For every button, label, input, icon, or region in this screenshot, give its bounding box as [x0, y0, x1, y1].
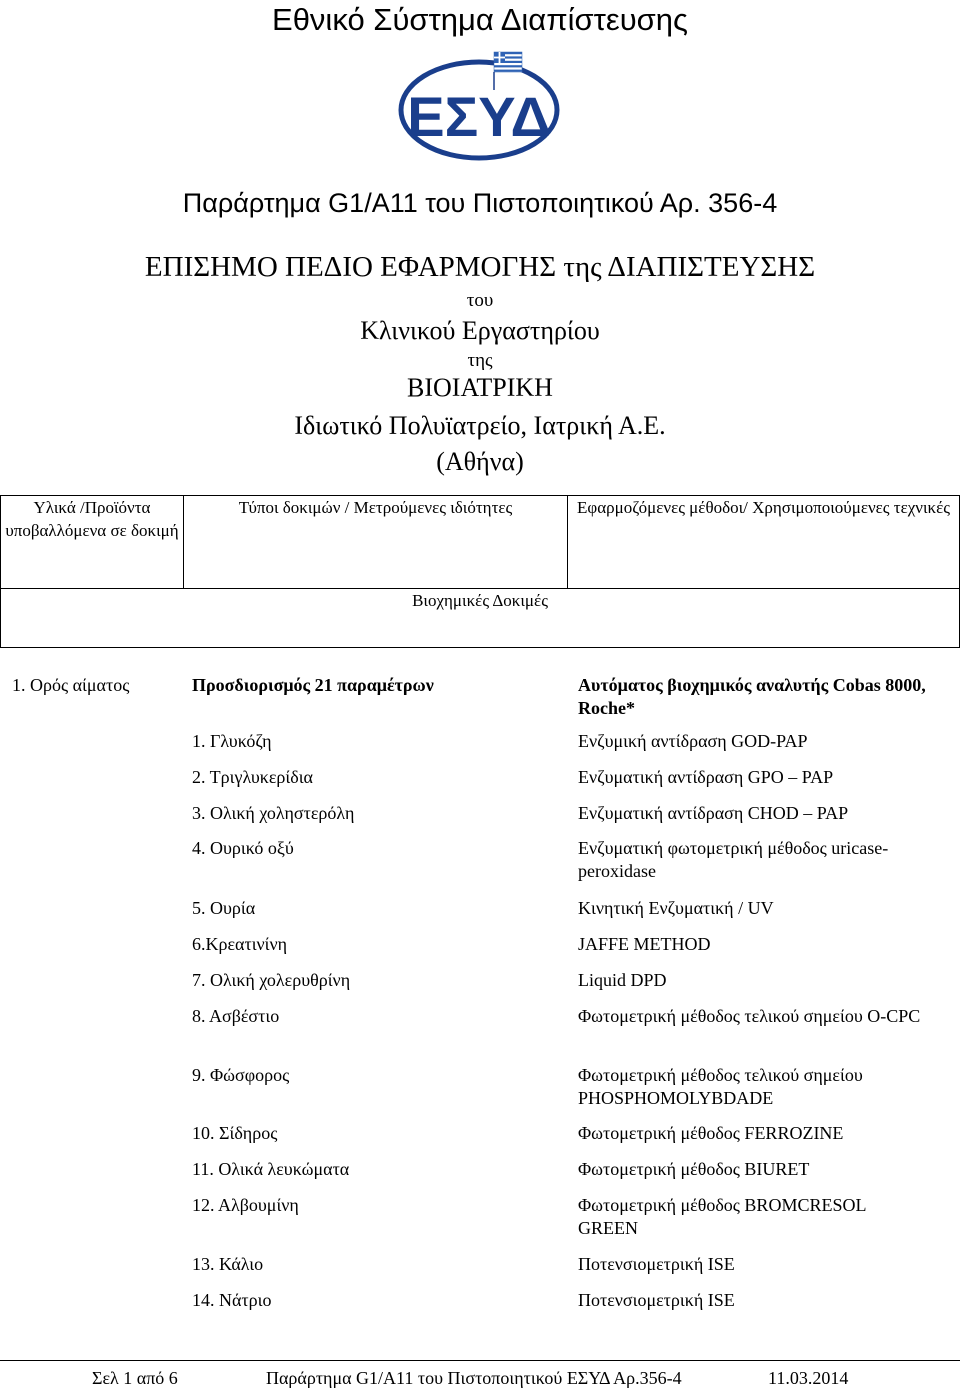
section-title: Βιοχημικές Δοκιμές	[1, 589, 960, 648]
city: (Αθήνα)	[436, 447, 524, 476]
test-cell: 3. Ολική χοληστερόλη	[192, 803, 355, 823]
method-cell: Ενζυμική αντίδραση GOD-PAP	[578, 731, 808, 751]
method-cell: Ποτενσιομετρική ISE	[578, 1290, 735, 1310]
lab-type: Κλινικού Εργαστηρίου	[360, 316, 600, 345]
organization-title: Εθνικό Σύστημα Διαπίστευσης	[272, 2, 688, 37]
method-cell: Φωτομετρική μέθοδος BROMCRESOL GREEN	[578, 1195, 866, 1238]
method-cell: Ενζυματική αντίδραση CHOD – PAP	[578, 803, 849, 823]
column-header-methods: Εφαρμοζόμενες μέθοδοι/ Χρησιμοποιούμενες τεχνικές	[568, 496, 960, 589]
footer-document: Παράρτημα G1/A11 του Πιστοποιητικού ΕΣΥΔ Αρ.356-4	[266, 1368, 682, 1388]
column-header-tests: Τύποι δοκιμών / Μετρούμενες ιδιότητες	[184, 496, 568, 589]
test-cell: 2. Τριγλυκερίδια	[192, 767, 313, 787]
test-cell: 6.Κρεατινίνη	[192, 934, 288, 954]
logo-text: ΕΣΥΔ	[407, 85, 551, 148]
test-cell: 5. Ουρία	[192, 898, 256, 918]
method-cell: Φωτομετρική μέθοδος τελικού σημείου O-CPC	[578, 1006, 921, 1026]
of-text-1: του	[466, 290, 494, 311]
scope-table-header	[0, 495, 960, 648]
company-description: Ιδιωτικό Πολυϊατρείο, Ιατρική Α.Ε.	[294, 411, 666, 440]
esyd-logo	[396, 44, 562, 164]
material-cell: 1. Ορός αίματος	[12, 675, 130, 695]
page-number: Σελ 1 από 6	[92, 1368, 178, 1388]
analyzer-cell: Αυτόματος βιοχημικός αναλυτής Cobas 8000, Roche*	[578, 675, 926, 718]
method-cell: JAFFE METHOD	[578, 934, 711, 954]
method-cell: Ενζυματική φωτομετρική μέθοδος uricase-peroxidase	[578, 838, 889, 881]
method-cell: Ποτενσιομετρική ISE	[578, 1254, 735, 1274]
of-text-2: της	[467, 350, 493, 371]
test-group-cell: Προσδιορισμός 21 παραμέτρων	[192, 675, 434, 695]
company-name: ΒΙΟΙΑΤΡΙΚΗ	[407, 373, 553, 402]
test-cell: 4. Ουρικό οξύ	[192, 838, 294, 858]
test-cell: 9. Φώσφορος	[192, 1065, 290, 1085]
test-cell: 13. Κάλιο	[192, 1254, 264, 1274]
test-cell: 14. Νάτριο	[192, 1290, 272, 1310]
footer-date: 11.03.2014	[768, 1368, 849, 1388]
test-cell: 11. Ολικά λευκώματα	[192, 1159, 350, 1179]
test-cell: 12. Αλβουμίνη	[192, 1195, 299, 1215]
scope-title: ΕΠΙΣΗΜΟ ΠΕΔΙΟ ΕΦΑΡΜΟΓΗΣ της ΔΙΑΠΙΣΤΕΥΣΗΣ	[144, 251, 816, 283]
method-cell: Φωτομετρική μέθοδος BIURET	[578, 1159, 810, 1179]
annex-title: Παράρτημα G1/A11 του Πιστοποιητικού Αρ. 356-4	[182, 188, 778, 218]
test-cell: 7. Ολική χολερυθρίνη	[192, 970, 351, 990]
column-header-materials: Υλικά /Προϊόντα υποβαλλόμενα σε δοκιμή	[1, 496, 184, 589]
method-cell: Liquid DPD	[578, 970, 667, 990]
page-footer	[0, 1360, 960, 1391]
test-cell: 1. Γλυκόζη	[192, 731, 272, 751]
method-cell: Ενζυματική αντίδραση GPO – PAP	[578, 767, 834, 787]
method-cell: Κινητική Ενζυματική / UV	[578, 898, 774, 918]
method-cell: Φωτομετρική μέθοδος τελικού σημείου PHOSPHOMOLYBDADE	[578, 1065, 863, 1108]
method-cell: Φωτομετρική μέθοδος FERROZINE	[578, 1123, 844, 1143]
test-cell: 8. Ασβέστιο	[192, 1006, 280, 1026]
test-cell: 10. Σίδηρος	[192, 1123, 278, 1143]
